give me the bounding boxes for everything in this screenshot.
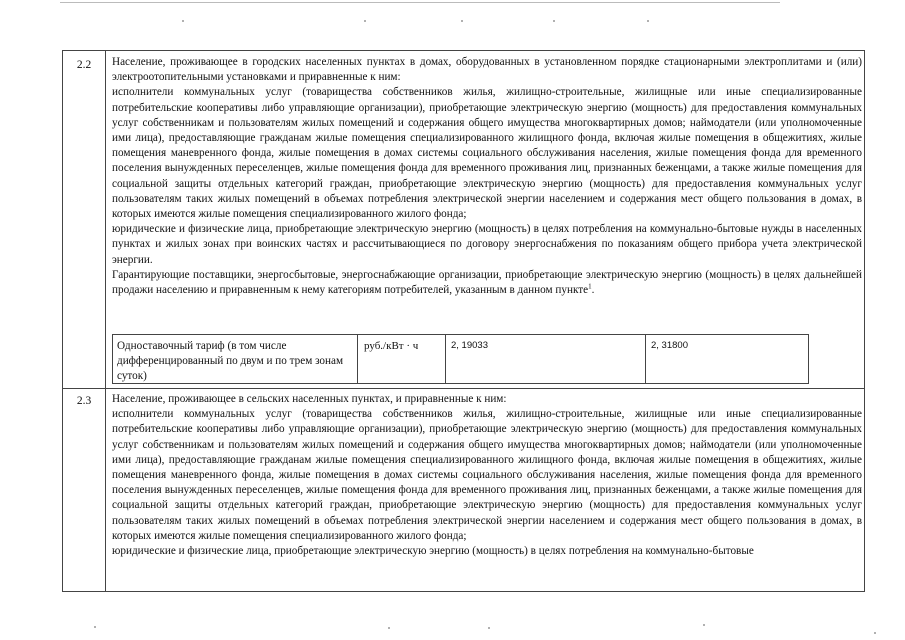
row-number-2-3: 2.3 xyxy=(76,395,92,407)
number-column-divider xyxy=(105,51,106,591)
row-2-3-intro: Население, проживающее в сельских населенных пунктах, и приравненные к ним: xyxy=(112,393,507,405)
tariff-table xyxy=(62,50,865,592)
row-2-3-legal-entities: юридические и физические лица, приобретающие электрическую энергию (мощность) в целях потребления на коммунально-бытовые xyxy=(112,545,754,558)
row-divider xyxy=(63,388,864,389)
tariff-value-first-half: 2, 19033 xyxy=(445,335,645,383)
tariff-subtable xyxy=(112,334,809,384)
tariff-value-second-half: 2, 31800 xyxy=(645,335,810,383)
row-number-2-2: 2.2 xyxy=(76,59,92,71)
row-2-3-description xyxy=(112,392,862,559)
row-2-2-legal-entities: юридические и физические лица, приобретающие электрическую энергию (мощность) в целях потребления на коммунально-бытовые нужды в населенных пунктах и жилых зонах при воинских частях и рассчитывающиеся по договору энергоснабжения по показаниям общего прибора учета электрической энергии. xyxy=(112,223,862,266)
row-2-3-utility-providers: исполнители коммунальных услуг (товарищества собственников жилья, жилищно-строительные, жилищные или иные специализированные потребительские кооперативы либо управляющие организации), приобретающие электрическую энергию (мощность) для предоставления коммунальных услуг собственникам и пользователям жилых помещений и содержания общего имущества многоквартирных домов; наймодатели (или уполномоченные ими лица), предоставляющие гражданам жилые помещения специализированного жилищного фонда, включая жилые помещения в общежитиях, жилые помещения маневренного фонда, жилые помещения в домах системы социального обслуживания населения, жилые помещения фонда для временного поселения вынужденных переселенцев, жилые помещения фонда для временного проживания лиц, признанных беженцами, а также жилые помещения для социальной защиты отдельных категорий граждан, приобретающие электрическую энергию (мощность) для предоставления коммунальных услуг пользователям таких жилых помещений в объемах потребления электрической энергии населением и содержания мест общего пользования в домах, в которых имеются жилые помещения специализированного жилого фонда; xyxy=(112,408,862,542)
tariff-unit: руб./кВт · ч xyxy=(357,335,445,383)
row-2-2-guaranteeing-suppliers: Гарантирующие поставщики, энергосбытовые, энергоснабжающие организации, приобретающие электрическую энергию (мощность) в целях дальнейшей продажи населению и приравненным к нему категориям потребителей, указанным в данном пункте$^1$. xyxy=(112,268,862,297)
scan-top-edge xyxy=(60,2,780,3)
row-2-2-intro: Население, проживающее в городских населенных пунктах в домах, оборудованных в установленном порядке стационарными электроплитами и (или) электроотопительными установками и приравненные к ним: xyxy=(112,56,862,84)
footnote-mark: 1 xyxy=(588,282,592,291)
tariff-name: Одноставочный тариф (в том числе дифференцированный по двум и по трем зонам суток) xyxy=(117,340,344,382)
row-2-2-description xyxy=(112,55,862,298)
row-2-2-utility-providers: исполнители коммунальных услуг (товарищества собственников жилья, жилищно-строительные, жилищные или иные специализированные потребительские кооперативы либо управляющие организации), приобретающие электрическую энергию (мощность) для предоставления коммунальных услуг собственникам и пользователям жилых помещений и содержания общего имущества многоквартирных домов; наймодатели (или уполномоченные ими лица), предоставляющие гражданам жилые помещения специализированного жилищного фонда, включая жилые помещения в общежитиях, жилые помещения маневренного фонда, жилые помещения в домах системы социального обслуживания населения, жилые помещения фонда для временного поселения вынужденных переселенцев, жилые помещения фонда для временного проживания лиц, признанных беженцами, а также жилые помещения для социальной защиты отдельных категорий граждан, приобретающие электрическую энергию (мощность) для предоставления коммунальных услуг пользователям таких жилых помещений в объемах потребления электрической энергии населением и содержания мест общего пользования в домах, в которых имеются жилые помещения специализированного жилого фонда; xyxy=(112,86,862,221)
